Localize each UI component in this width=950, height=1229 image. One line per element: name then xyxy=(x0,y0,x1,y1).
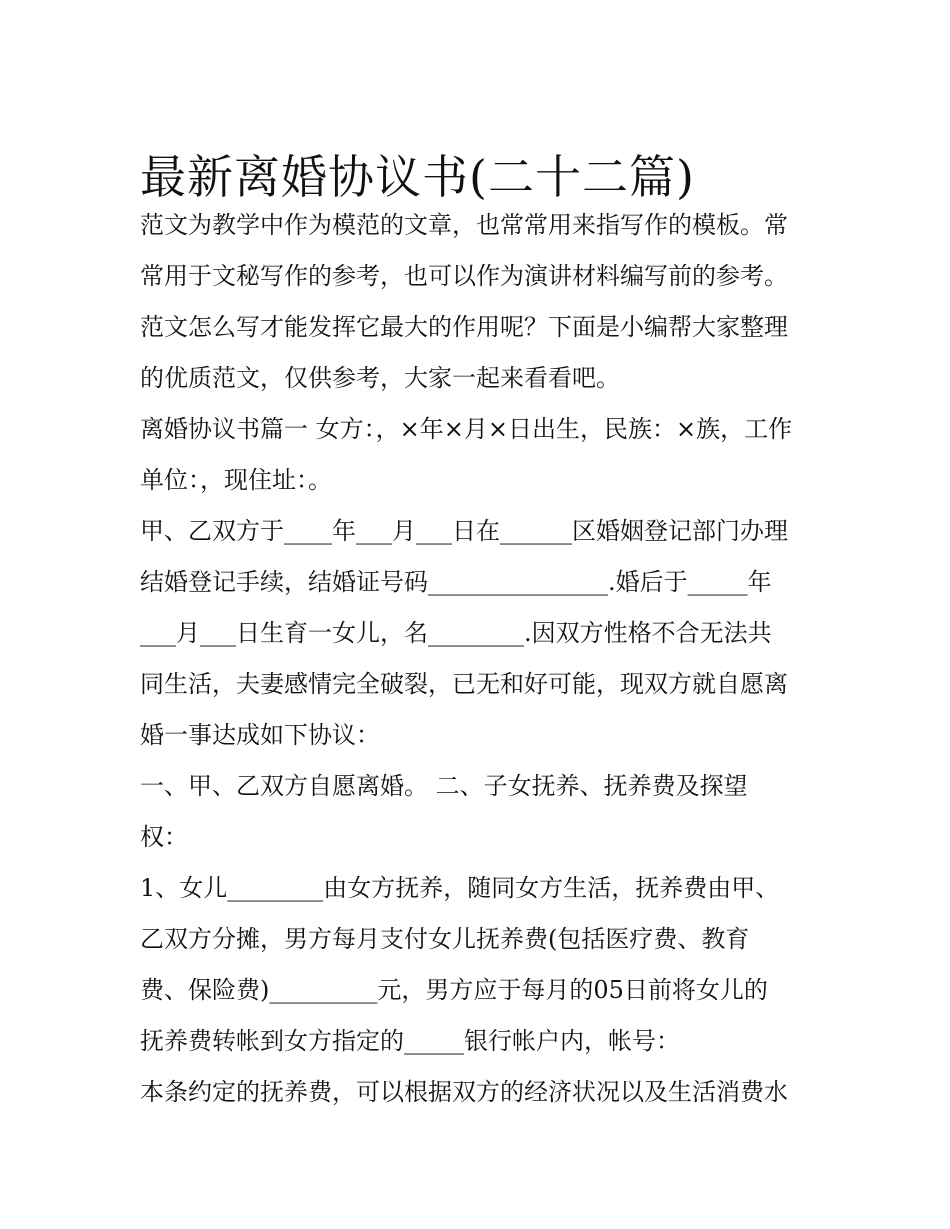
document-title: 最新离婚协议书(二十二篇) xyxy=(140,149,695,204)
body-line-16: 费、保险费)_________元，男方应于每月的05日前将女儿的 xyxy=(140,976,768,1004)
document-body xyxy=(140,200,820,1118)
body-line-18: 本条约定的抚养费，可以根据双方的经济状况以及生活消费水 xyxy=(140,1078,788,1106)
body-line-10: 同生活，夫妻感情完全破裂，已无和好可能，现双方就自愿离 xyxy=(140,670,788,698)
body-line-2: 常用于文秘写作的参考，也可以作为演讲材料编写前的参考。 xyxy=(140,262,788,290)
body-line-14: 1、女儿________由女方抚养，随同女方生活，抚养费由甲、 xyxy=(140,874,780,902)
body-line-1: 范文为教学中作为模范的文章，也常常用来指写作的模板。常 xyxy=(140,211,788,239)
body-line-13: 权： xyxy=(140,823,188,851)
body-line-7: 甲、乙双方于____年___月___日在______区婚姻登记部门办理 xyxy=(140,517,788,545)
body-line-17: 抚养费转帐到女方指定的_____银行帐户内，帐号： xyxy=(140,1027,680,1055)
body-line-5: 离婚协议书篇一 女方：，×年×月×日出生，民族：×族，工作 xyxy=(140,415,793,443)
body-line-6: 单位：，现住址：。 xyxy=(140,466,332,494)
body-line-11: 婚一事达成如下协议： xyxy=(140,721,380,749)
body-line-12: 一、甲、乙双方自愿离婚。 二、子女抚养、抚养费及探望 xyxy=(140,772,748,800)
body-line-8: 结婚登记手续，结婚证号码_______________.婚后于_____年 xyxy=(140,568,772,596)
body-line-3: 范文怎么写才能发挥它最大的作用呢？下面是小编帮大家整理 xyxy=(140,313,788,341)
body-line-4: 的优质范文，仅供参考，大家一起来看看吧。 xyxy=(140,364,620,392)
body-line-15: 乙双方分摊，男方每月支付女儿抚养费(包括医疗费、教育 xyxy=(140,925,750,953)
body-line-9: ___月___日生育一女儿，名________.因双方性格不合无法共 xyxy=(140,619,772,647)
